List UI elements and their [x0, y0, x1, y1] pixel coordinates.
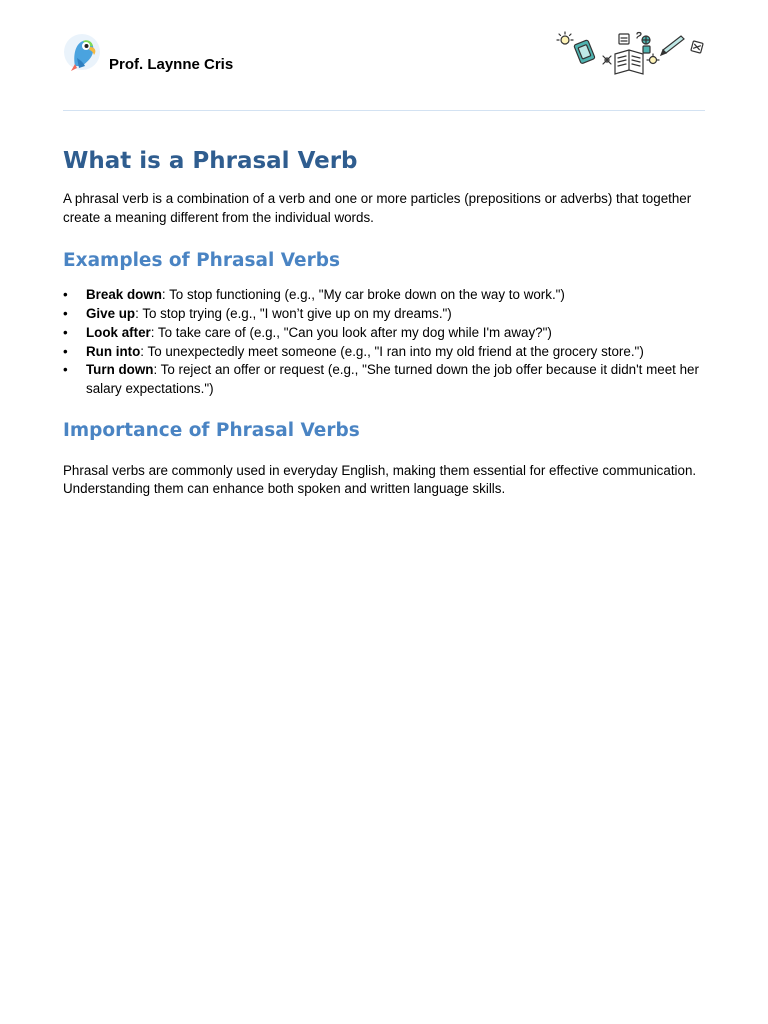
bullet-icon: • [63, 324, 68, 340]
bullet-icon: • [63, 343, 68, 359]
list-item [63, 286, 707, 305]
bullet-icon: • [63, 287, 68, 303]
page-title: What is a Phrasal Verb [63, 148, 358, 174]
examples-heading: Examples of Phrasal Verbs [63, 250, 340, 272]
page-header [63, 30, 705, 85]
document-body [63, 146, 707, 499]
list-item [63, 343, 707, 362]
bullet-icon: • [63, 306, 68, 322]
example-term: Break down [86, 287, 162, 303]
example-term: Turn down [86, 362, 154, 378]
example-definition: : To stop trying (e.g., "I won’t give up on my dreams.") [135, 306, 452, 322]
importance-heading: Importance of Phrasal Verbs [63, 419, 360, 441]
example-definition: : To stop functioning (e.g., "My car broke down on the way to work.") [161, 287, 565, 303]
example-term: Give up [86, 306, 136, 322]
example-definition: : To unexpectedly meet someone (e.g., "I ran into my old friend at the grocery store.") [140, 343, 644, 359]
bullet-icon: • [63, 362, 68, 378]
list-item [63, 361, 707, 398]
parrot-avatar-icon [63, 32, 101, 72]
list-item [63, 324, 707, 343]
school-supplies-illustration-icon [553, 30, 705, 80]
example-definition: : To reject an offer or request (e.g., "She turned down the job offer because it didn't meet her salary expectations.") [86, 362, 699, 396]
header-divider [63, 110, 705, 111]
example-term: Look after [86, 324, 151, 340]
examples-list [63, 286, 707, 398]
example-term: Run into [86, 343, 141, 359]
importance-paragraph: Phrasal verbs are commonly used in everyday English, making them essential for effective communication. Understanding them can enhance both spoken and written language skills. [63, 462, 697, 497]
author-name: Prof. Laynne Cris [109, 56, 234, 73]
list-item [63, 305, 707, 324]
intro-paragraph: A phrasal verb is a combination of a verb and one or more particles (prepositions or adverbs) that together create a meaning different from the individual words. [63, 191, 692, 225]
example-definition: : To take care of (e.g., "Can you look after my dog while I'm away?") [150, 324, 552, 340]
